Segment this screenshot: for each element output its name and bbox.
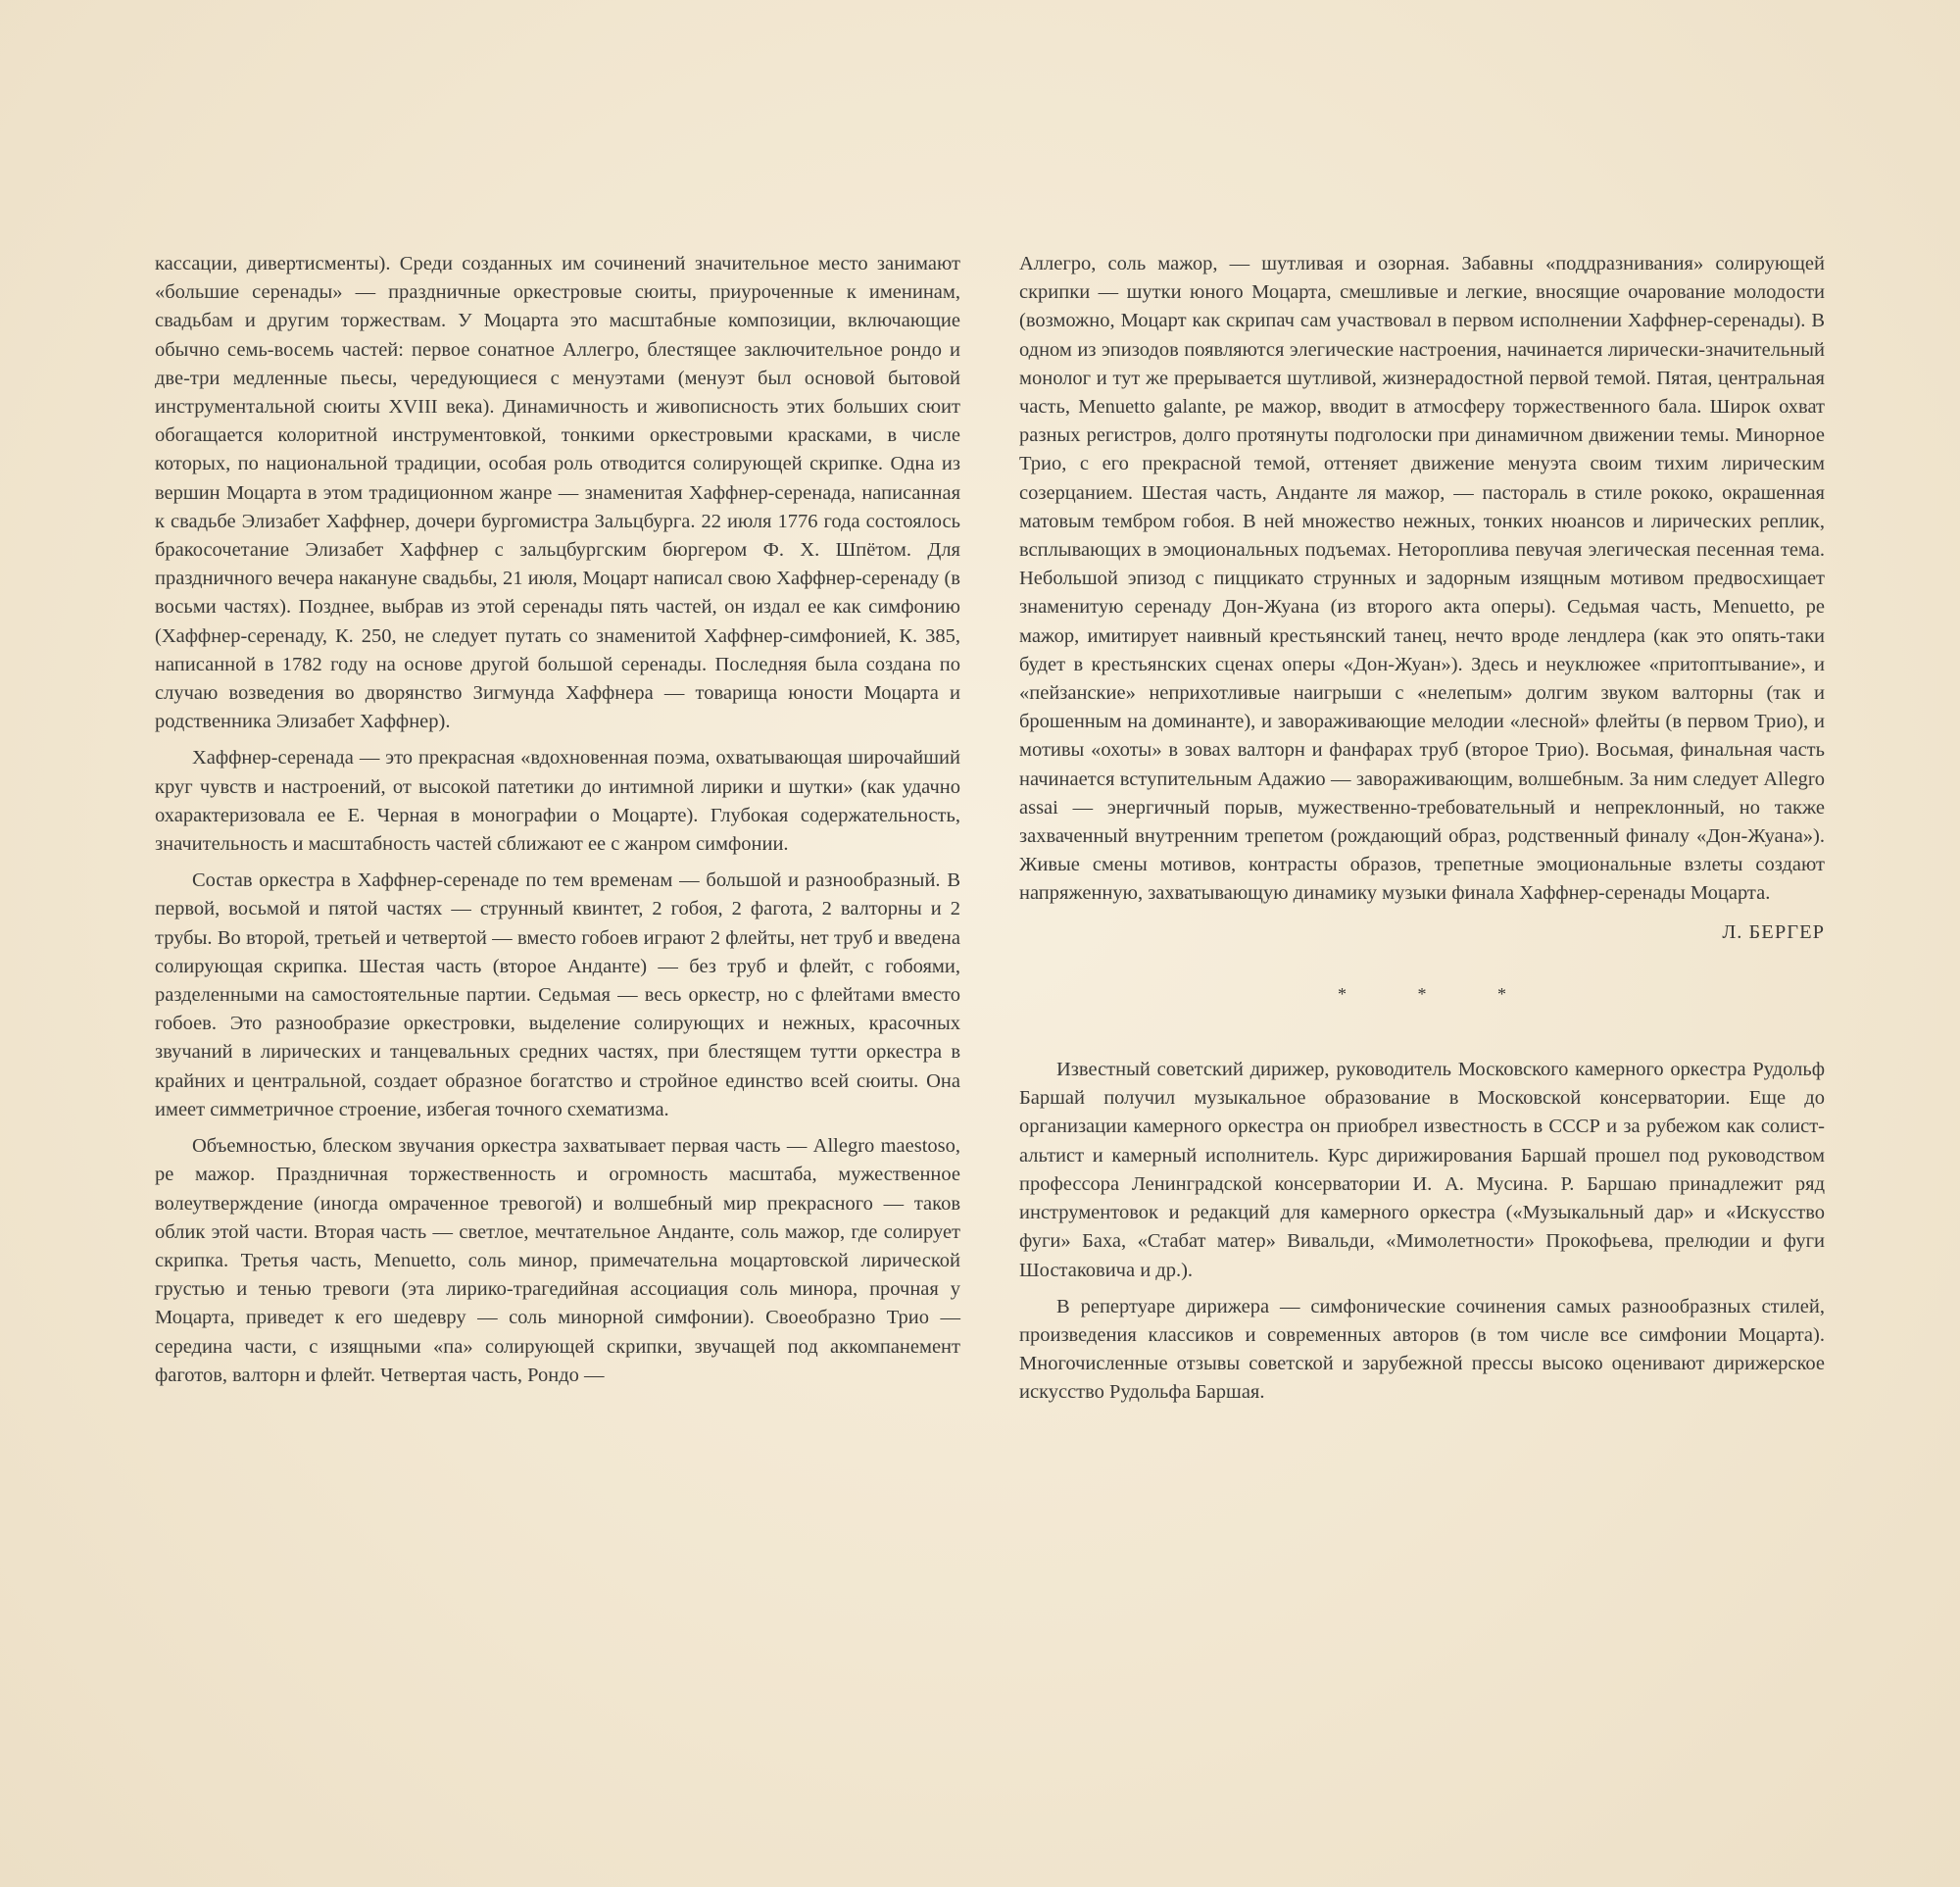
left-paragraph-2: Хаффнер-серенада — это прекрасная «вдохновенная поэма, охватывающая широчайший круг чувств и настроений, от высокой патетики до интимной лирики и шутки» (как удачно охарактеризовала ее Е. Черная в монографии о Моцарте). Глубокая содержательность, значительность и масштабность частей сближают ее с жанром симфонии. bbox=[155, 747, 960, 856]
bio-paragraph-1: Известный советский дирижер, руководитель Московского камерного оркестра Рудольф Баршай получил музыкальное образование в Московской консерватории. Еще до организации камерного оркестра он приобрел известность в СССР и за рубежом как солист-альтист и камерный исполнитель. Курс дирижирования Баршай прошел под руководством профессора Ленинградской консерватории И. А. Мусина. Р. Баршаю принадлежит ряд инструментовок и редакций для камерного оркестра («Музыкальный дар» и «Искусство фуги» Баха, «Стабат матер» Вивальди, «Мимолетности» Прокофьева, прелюдии и фуги Шостаковича и др.). bbox=[1019, 1059, 1825, 1281]
right-column bbox=[1019, 250, 1825, 1408]
section-separator: * * * bbox=[1338, 983, 1540, 1004]
left-paragraph-3: Состав оркестра в Хаффнер-серенаде по тем временам — большой и разнообразный. В первой, восьмой и пятой частях — струнный квинтет, 2 гобоя, 2 фагота, 2 валторны и 2 трубы. Во второй, третьей и четвертой — вместо гобоев играют 2 флейты, нет труб и введена солирующая скрипка. Шестая часть (второе Анданте) — без труб и флейт, с гобоями, разделенными на самостоятельные партии. Седьмая — весь оркестр, но с флейтами вместо гобоев. Это разнообразие оркестровки, выделение солирующих и нежных, красочных звучаний в лирических и танцевальных средних частях, при блестящем тутти оркестра в крайних и центральной, создает образное богатство и стройное единство всей сюиты. Она имеет симметричное строение, избегая точного схематизма. bbox=[155, 869, 960, 1120]
left-column bbox=[155, 250, 960, 1390]
bio-paragraph-2: В репертуаре дирижера — симфонические сочинения самых разнообразных стилей, произведения классиков и современных авторов (в том числе все симфонии Моцарта). Многочисленные отзывы советской и зарубежной прессы высоко оценивают дирижерское искусство Рудольфа Баршая. bbox=[1019, 1295, 1825, 1404]
author-signature: Л. БЕРГЕР bbox=[1722, 920, 1825, 943]
left-paragraph-1: кассации, дивертисменты). Среди созданных им сочинений значительное место занимают «большие серенады» — праздничные оркестровые сюиты, приуроченные к именинам, свадьбам и другим торжествам. У Моцарта это масштабные композиции, включающие обычно семь-восемь частей: первое сонатное Аллегро, блестящее заключительное рондо и две-три медленные пьесы, чередующиеся с менуэтами (менуэт был основой бытовой инструментальной сюиты XVIII века). Динамичность и живописность этих больших сюит обогащается колоритной инструментовкой, тонкими оркестровыми красками, в числе которых, по национальной традиции, особая роль отводится солирующей скрипке. Одна из вершин Моцарта в этом традиционном жанре — знаменитая Хаффнер-серенада, написанная к свадьбе Элизабет Хаффнер, дочери бургомистра Зальцбурга. 22 июля 1776 года состоялось бракосочетание Элизабет Хаффнер с зальцбургским бюргером Ф. Х. Шпётом. Для праздничного вечера накануне свадьбы, 21 июля, Моцарт написал свою Хаффнер-серенаду (в восьми частях). Позднее, выбрав из этой серенады пять частей, он издал ее как симфонию (Хаффнер-серенаду, К. 250, не следует путать со знаменитой Хаффнер-симфонией, К. 385, написанной в 1782 году на основе другой большой серенады. Последняя была создана по случаю возведения во дворянство Зигмунда Хаффнера — товарища юности Моцарта и родственника Элизабет Хаффнер). bbox=[155, 253, 960, 733]
right-paragraph-1: Аллегро, соль мажор, — шутливая и озорная. Забавны «поддразнивания» солирующей скрипки — шутки юного Моцарта, смешливые и легкие, вносящие очарование молодости (возможно, Моцарт как скрипач сам участвовал в первом исполнении Хаффнер-серенады). В одном из эпизодов появляются элегические настроения, начинается лирически-значительный монолог и тут же прерывается шутливой, жизнерадостной первой темой. Пятая, центральная часть, Menuetto galante, ре мажор, вводит в атмосферу торжественного бала. Широк охват разных регистров, долго протянуты подголоски при динамичном движении темы. Минорное Трио, с его прекрасной темой, оттеняет движение менуэта своим тихим лирическим созерцанием. Шестая часть, Анданте ля мажор, — пастораль в стиле рококо, окрашенная матовым тембром гобоя. В ней множество нежных, тонких нюансов и лирических реплик, всплывающих в эмоциональных подъемах. Нетороплива певучая элегическая песенная тема. Небольшой эпизод с пиццикато струнных и задорным изящным мотивом предвосхищает знаменитую серенаду Дон-Жуана (из второго акта оперы). Седьмая часть, Menuetto, ре мажор, имитирует наивный крестьянский танец, нечто вроде лендлера (как это опять-таки будет в крестьянских сценах оперы «Дон-Жуан»). Здесь и неуклюжее «притоптывание», и «пейзанские» неприхотливые наигрыши с «нелепым» долгим звуком валторны (так и брошенным на доминанте), и завораживающие мелодии «лесной» флейты (в первом Трио), и мотивы «охоты» в зовах валторн и фанфарах труб (второе Трио). Восьмая, финальная часть начинается вступительным Адажио — завораживающим, волшебным. За ним следует Allegro assai — энергичный порыв, мужественно-требовательный и непреклонный, но также захваченный внутренним трепетом (рождающий образ, родственный финалу «Дон-Жуана»). Живые смены мотивов, контрасты образов, трепетные эмоциональные взлеты создают напряженную, захватывающую динамику музыки финала Хаффнер-серенады Моцарта. bbox=[1019, 253, 1825, 905]
left-paragraph-4: Объемностью, блеском звучания оркестра захватывает первая часть — Allegro maestoso, ре мажор. Праздничная торжественность и огромность масштаба, мужественное волеутверждение (иногда омраченное тревогой) и волшебный мир прекрасного — таков облик этой части. Вторая часть — светлое, мечтательное Анданте, соль мажор, где солирует скрипка. Третья часть, Menuetto, соль минор, примечательна моцартовской лирической грустью и тенью тревоги (эта лирико-трагедийная ассоциация соль минора, прочная у Моцарта, приведет к его шедевру — соль минорной симфонии). Своеобразно Трио — середина части, с изящными «па» солирующей скрипки, звучащей под аккомпанемент фаготов, валторн и флейт. Четвертая часть, Рондо — bbox=[155, 1135, 960, 1386]
